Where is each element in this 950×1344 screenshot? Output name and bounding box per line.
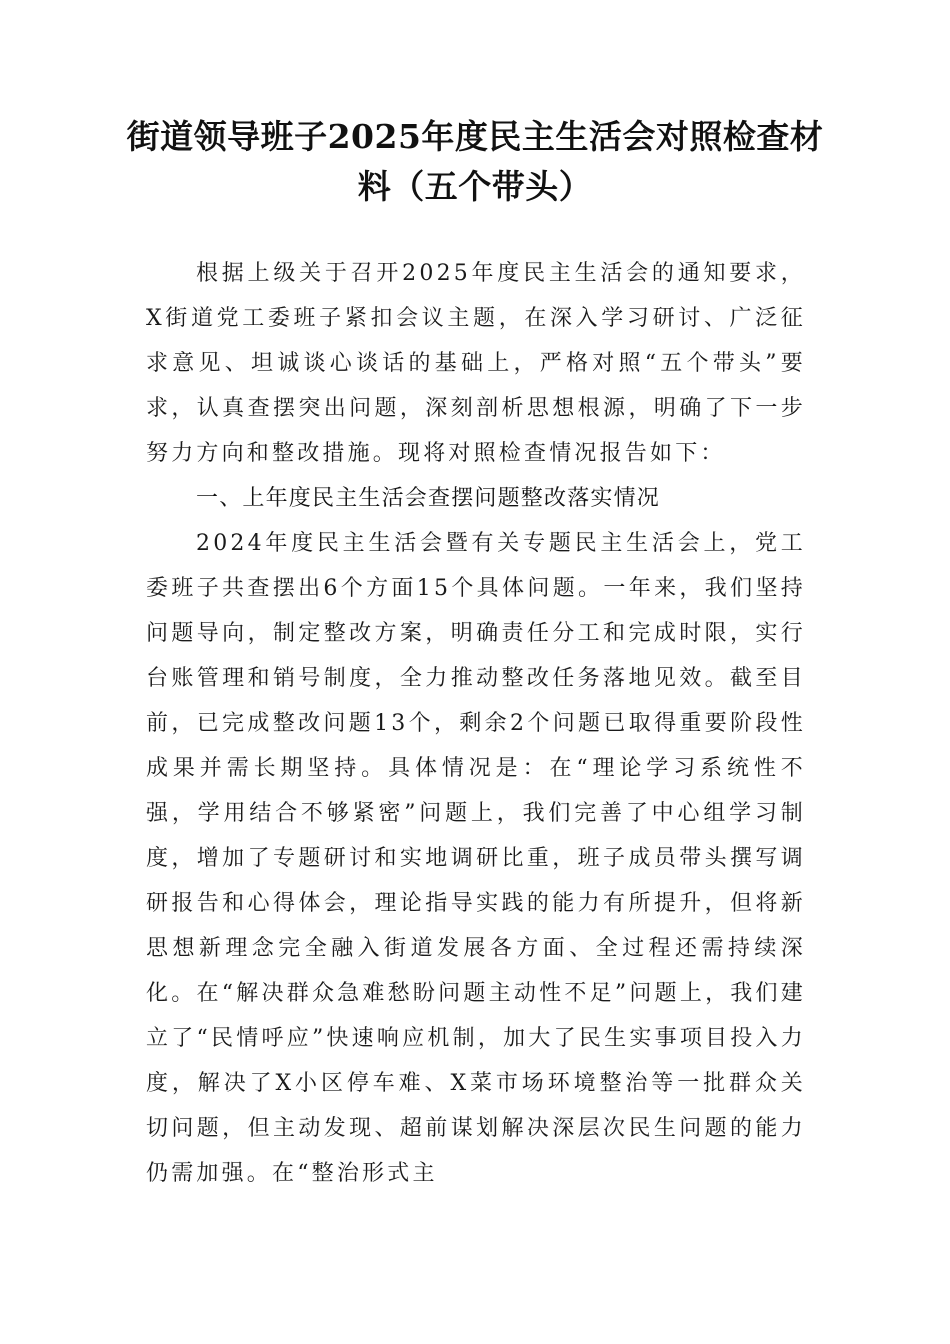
document-title: 街道领导班子2025年度民主生活会对照检查材料（五个带头） (126, 117, 824, 206)
intro-paragraph: 根据上级关于召开2025年度民主生活会的通知要求，X街道党工委班子紧扣会议主题，在深入学习研讨、广泛征求意见、坦诚谈心谈话的基础上，严格对照“五个带头”要求，认真查摆突出问题，深刻剖析思想根源，明确了下一步努力方向和整改措施。现将对照检查情况报告如下： (146, 261, 806, 466)
section-paragraph: 2024年度民主生活会暨有关专题民主生活会上，党工委班子共查摆出6个方面15个具体问题。一年来，我们坚持问题导向，制定整改方案，明确责任分工和完成时限，实行台账管理和销号制度，全力推动整改任务落地见效。截至目前，已完成整改问题13个，剩余2个问题已取得重要阶段性成果并需长期坚持。具体情况是：在“理论学习系统性不强，学用结合不够紧密”问题上，我们完善了中心组学习制度，增加了专题研讨和实地调研比重，班子成员带头撰写调研报告和心得体会，理论指导实践的能力有所提升，但将新思想新理念完全融入街道发展各方面、全过程还需持续深化。在“解决群众急难愁盼问题主动性不足”问题上，我们建立了“民情呼应”快速响应机制，加大了民生实事项目投入力度，解决了X小区停车难、X菜市场环境整治等一批群众关切问题，但主动发现、超前谋划解决深层次民生问题的能力仍需加强。在“整治形式主 (146, 531, 806, 1186)
section-heading: 一、上年度民主生活会查摆问题整改落实情况 (196, 486, 661, 511)
